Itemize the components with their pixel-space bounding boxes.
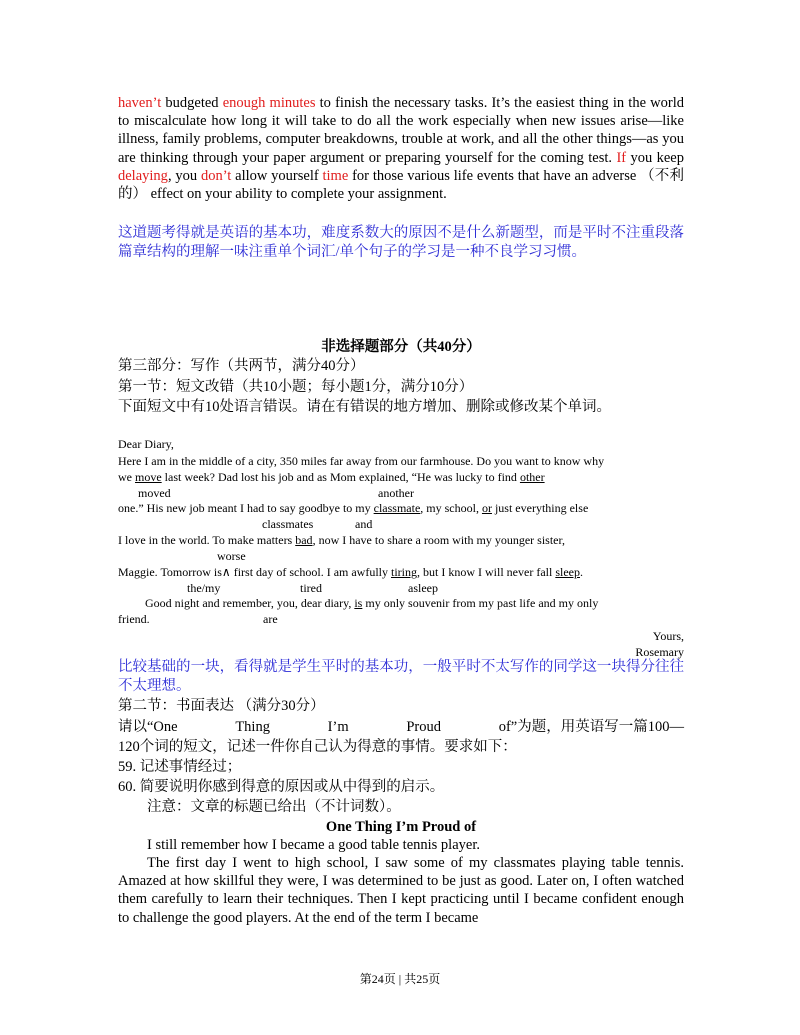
- diary-line: Good night and remember, you, dear diary, is my only souvenir from my past life and my only: [145, 596, 599, 610]
- diary-line: Here I am in the middle of a city, 350 miles far away from our farmhouse. Do you want to know why: [118, 454, 605, 468]
- top-passage: [118, 94, 684, 203]
- page-footer: 第24页 | 共25页: [359, 972, 441, 986]
- passage-text: , you: [167, 167, 201, 184]
- writing-prompt-line: 请以“One Thing I’m Proud of”为题，用英语写一篇100—: [118, 719, 684, 735]
- part-heading: 第三部分：写作（共两节，满分40分）: [118, 358, 365, 374]
- teacher-comment-1: 这道题考得就是英语的基本功，难度系数大的原因不是什么新题型，而是平时不注重段落篇章结构的理解一味注重单个词汇/单个句子的学习是一种不良学习习惯。: [118, 225, 684, 260]
- diary-line: I love in the world. To make matters bad, now I have to share a room with my younger sister,: [118, 533, 566, 547]
- diary-line: we move last week? Dad lost his job and as Mom explained, “He was lucky to find other: [118, 470, 545, 484]
- error-word: other: [519, 470, 545, 484]
- section-title: 非选择题部分（共40分）: [321, 339, 481, 355]
- passage-text: you keep: [626, 149, 684, 166]
- highlight-text: haven’t: [118, 95, 162, 111]
- correction: another: [378, 486, 414, 500]
- passage-text: allow yourself: [231, 167, 323, 184]
- error-word: tiring: [391, 565, 418, 579]
- correction: classmates: [262, 517, 314, 531]
- correction: the/my: [187, 581, 221, 595]
- error-word: classmate: [373, 501, 421, 515]
- correction: are: [263, 612, 278, 626]
- highlight-text: enough minutes: [222, 95, 316, 111]
- highlight-text: time: [322, 167, 349, 184]
- passage-text: budgeted: [161, 95, 223, 111]
- correction: asleep: [408, 581, 438, 595]
- correction: and: [355, 517, 373, 531]
- subsection-heading: 第一节：短文改错（共10小题；每小题1分，满分10分）: [118, 379, 474, 395]
- subsection-heading: 第二节：书面表达 （满分30分）: [118, 698, 325, 714]
- correction: moved: [138, 486, 171, 500]
- correction: worse: [217, 549, 246, 563]
- teacher-comment-2: 比较基础的一块，看得就是学生平时的基本功，一般平时不太写作的同学这一块得分往往不太理想。: [118, 659, 684, 694]
- instruction-text: 下面短文中有10处语言错误。请在有错误的地方增加、删除或修改某个单词。: [118, 399, 611, 415]
- error-word: move: [135, 470, 162, 484]
- diary-line: friend.: [118, 612, 150, 626]
- highlight-text: don’t: [200, 167, 232, 184]
- highlight-text: If: [616, 149, 627, 166]
- requirement-item: 59. 记述事情经过；: [118, 759, 242, 775]
- essay-paragraph: The first day I went to high school, I saw some of my classmates playing table tennis. Amazed at how skillful they were, I was determined to be just as good. Later on, I often watched them carefully to learn their techniques. Then I kept practicing until I became confident enough to challenge the good players. At the end of the term I became: [118, 855, 684, 926]
- passage-text: for those various life events that have an adverse （不利的） effect on your ability to complete your assignment.: [118, 167, 684, 203]
- error-word: sleep: [555, 565, 580, 579]
- diary-line: one.” His new job meant I had to say goodbye to my classmate, my school, or just everything else: [118, 501, 589, 515]
- essay-paragraph: I still remember how I became a good table tennis player.: [147, 837, 480, 853]
- error-word: or: [481, 501, 492, 515]
- error-word: is: [354, 596, 363, 610]
- passage-text: to finish the necessary tasks. It’s the easiest thing in the world to miscalculate how long it will take to do all the work especially when new issues arise—like illness, family problems, computer breakdowns, trouble at work, and all the other things—as you are thinking through your paper argument or preparing yourself for the coming test.: [118, 95, 684, 166]
- highlight-text: delaying: [118, 167, 168, 184]
- writing-prompt-line: 120个词的短文，记述一件你自己认为得意的事情。要求如下：: [118, 739, 517, 755]
- error-word: bad: [295, 533, 313, 547]
- requirement-item: 60. 简要说明你感到得意的原因或从中得到的启示。: [118, 779, 445, 795]
- diary-line: Maggie. Tomorrow is∧ first day of school. I am awfully tiring, but I know I will never fall sleep.: [118, 565, 583, 579]
- note-text: 注意：文章的标题已给出（不计词数）。: [147, 799, 401, 815]
- diary-greeting: Dear Diary,: [118, 437, 174, 451]
- diary-signature: Rosemary: [635, 645, 684, 659]
- diary-signoff: Yours,: [652, 629, 684, 643]
- essay-title: One Thing I’m Proud of: [325, 819, 477, 835]
- correction: tired: [300, 581, 322, 595]
